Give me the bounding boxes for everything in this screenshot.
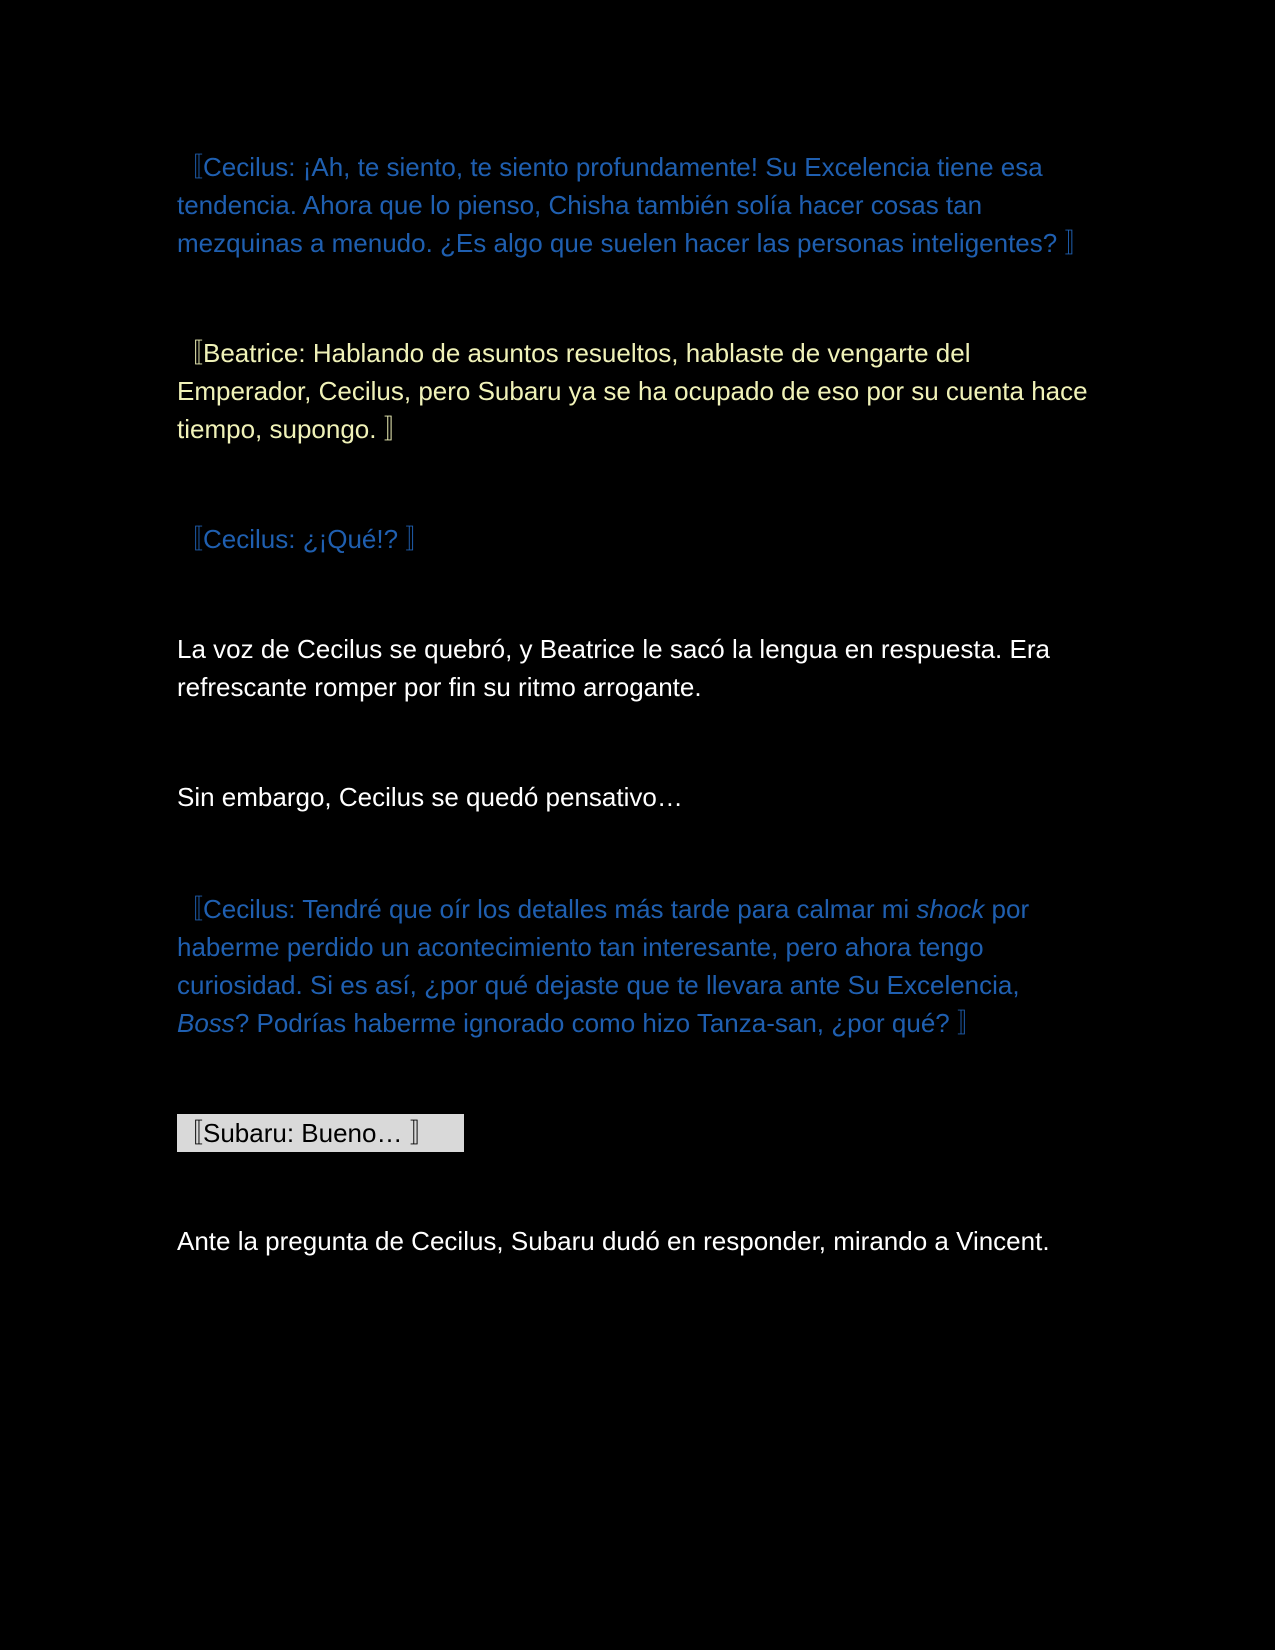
dialogue-cecilus-3 <box>177 890 1097 1042</box>
dialogue-cecilus-3-part2: por haberme perdido un acontecimiento tan interesante, pero ahora tengo curiosidad. Si es así, ¿por qué dejaste que te llevara ante Su Excelencia, <box>177 894 1030 1000</box>
dialogue-cecilus-3-emphasis-boss: Boss <box>177 1008 235 1038</box>
narration-1: La voz de Cecilus se quebró, y Beatrice le sacó la lengua en respuesta. Era refrescante romper por fin su ritmo arrogante. <box>177 634 1050 702</box>
dialogue-beatrice-1: 〚Beatrice: Hablando de asuntos resueltos, hablaste de vengarte del Emperador, Cecilus, pero Subaru ya se ha ocupado de eso por su cuenta hace tiempo, supongo. 〛 <box>177 338 1088 444</box>
dialogue-cecilus-2: 〚Cecilus: ¿¡Qué!? 〛 <box>177 524 432 554</box>
dialogue-cecilus-3-emphasis-shock: shock <box>916 894 985 924</box>
document-page <box>177 148 1097 1260</box>
narration-3: Ante la pregunta de Cecilus, Subaru dudó en responder, mirando a Vincent. <box>177 1226 1050 1256</box>
dialogue-cecilus-3-part3: ? Podrías haberme ignorado como hizo Tanza-san, ¿por qué? 〛 <box>234 1008 983 1038</box>
narration-2: Sin embargo, Cecilus se quedó pensativo… <box>177 782 683 812</box>
dialogue-subaru-1: 〚Subaru: Bueno… 〛 <box>177 1114 464 1152</box>
dialogue-cecilus-3-part1: 〚Cecilus: Tendré que oír los detalles más tarde para calmar mi <box>177 894 917 924</box>
dialogue-cecilus-1: 〚Cecilus: ¡Ah, te siento, te siento profundamente! Su Excelencia tiene esa tendencia. Ahora que lo pienso, Chisha también solía hacer cosas tan mezquinas a menudo. ¿Es algo que suelen hacer las personas inteligentes? 〛 <box>177 152 1091 258</box>
dialogue-subaru-container <box>177 1114 1097 1152</box>
